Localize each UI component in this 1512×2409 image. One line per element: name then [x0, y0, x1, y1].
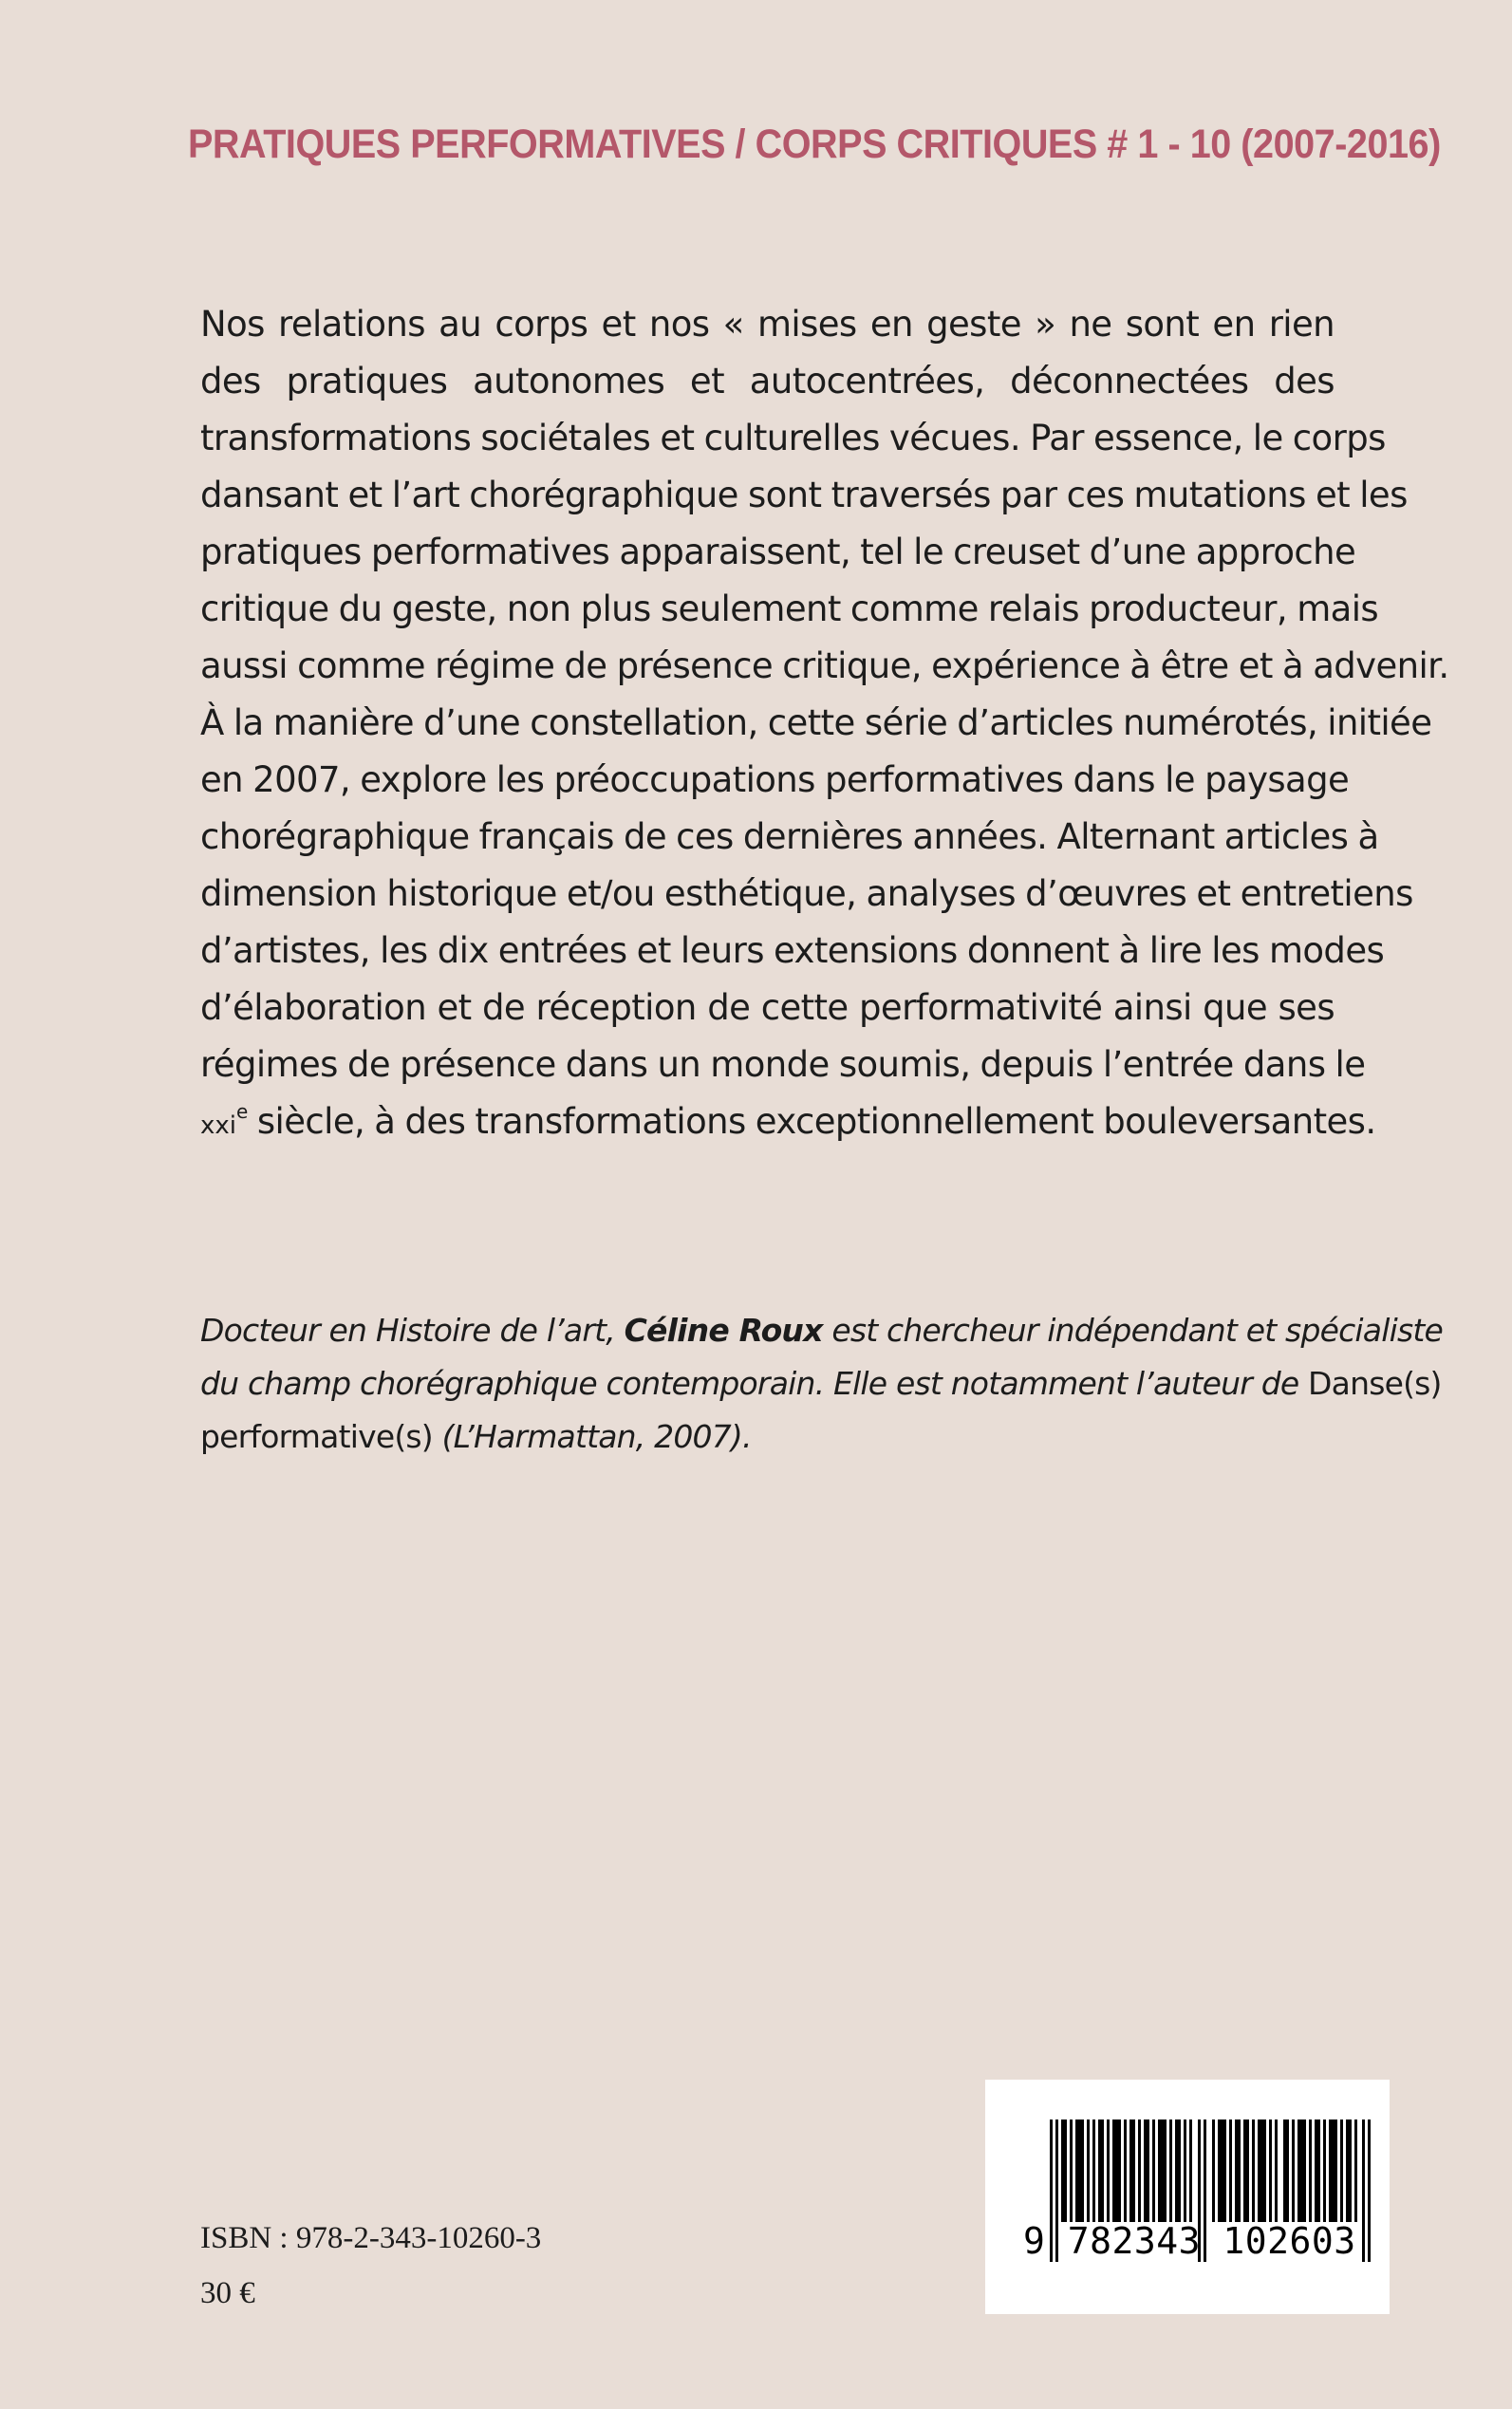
author-bio: [200, 1304, 1443, 1464]
summary-line: des pratiques autonomes et autocentrées, déconnectées des: [200, 361, 1335, 402]
book-title: Danse(s): [1308, 1365, 1442, 1402]
summary-last-line: [200, 1093, 1376, 1154]
barcode-digits: 9 782343 102603: [1023, 2220, 1356, 2262]
bio-text: Docteur en Histoire de l’art,: [200, 1312, 625, 1349]
bio-text: est chercheur indépendant et spécialiste: [822, 1312, 1443, 1349]
summary-line: chorégraphique français de ces dernières années. Alternant articles à: [200, 816, 1379, 857]
century-numeral: xxi: [200, 1111, 236, 1140]
summary-line: Nos relations au corps et nos « mises en geste » ne sont en rien: [200, 304, 1335, 345]
century-superscript: e: [236, 1100, 248, 1123]
summary-line: d’artistes, les dix entrées et leurs extensions donnent à lire les modes: [200, 930, 1385, 971]
price-label: 30 €: [200, 2276, 255, 2310]
summary-line: pratiques performatives apparaissent, tel le creuset d’une approche: [200, 532, 1356, 572]
bio-line-1: [200, 1304, 1443, 1357]
author-name: Céline Roux: [624, 1312, 823, 1349]
summary-text: [200, 296, 1449, 1154]
book-title: performative(s): [200, 1418, 433, 1455]
summary-line: transformations sociétales et culturelles vécues. Par essence, le corps: [200, 418, 1386, 458]
summary-line: d’élaboration et de réception de cette performativité ainsi que ses: [200, 987, 1335, 1028]
series-title: PRATIQUES PERFORMATIVES / CORPS CRITIQUES # 1 - 10 (2007-2016): [188, 121, 1441, 167]
barcode: [985, 2080, 1390, 2314]
bio-line-2: [200, 1357, 1442, 1410]
summary-line: critique du geste, non plus seulement comme relais producteur, mais: [200, 588, 1379, 629]
summary-line: dansant et l’art chorégraphique sont traversés par ces mutations et les: [200, 475, 1408, 515]
summary-line: dimension historique et/ou esthétique, analyses d’œuvres et entretiens: [200, 873, 1413, 914]
summary-last-line-text: siècle, à des transformations exceptionnellement bouleversantes.: [247, 1101, 1376, 1142]
bio-text: du champ chorégraphique contemporain. Elle est notamment l’auteur de: [200, 1365, 1309, 1402]
bio-text: (L’Harmattan, 2007).: [432, 1418, 752, 1455]
bio-line-3: [200, 1410, 1335, 1464]
summary-line: À la manière d’une constellation, cette série d’articles numérotés, initiée: [200, 702, 1432, 743]
summary-line: aussi comme régime de présence critique, expérience à être et à advenir.: [200, 645, 1449, 686]
summary-line: régimes de présence dans un monde soumis, depuis l’entrée dans le: [200, 1044, 1366, 1085]
summary-line: en 2007, explore les préoccupations performatives dans le paysage: [200, 759, 1350, 800]
isbn-label: ISBN : 978-2-343-10260-3: [200, 2221, 542, 2255]
